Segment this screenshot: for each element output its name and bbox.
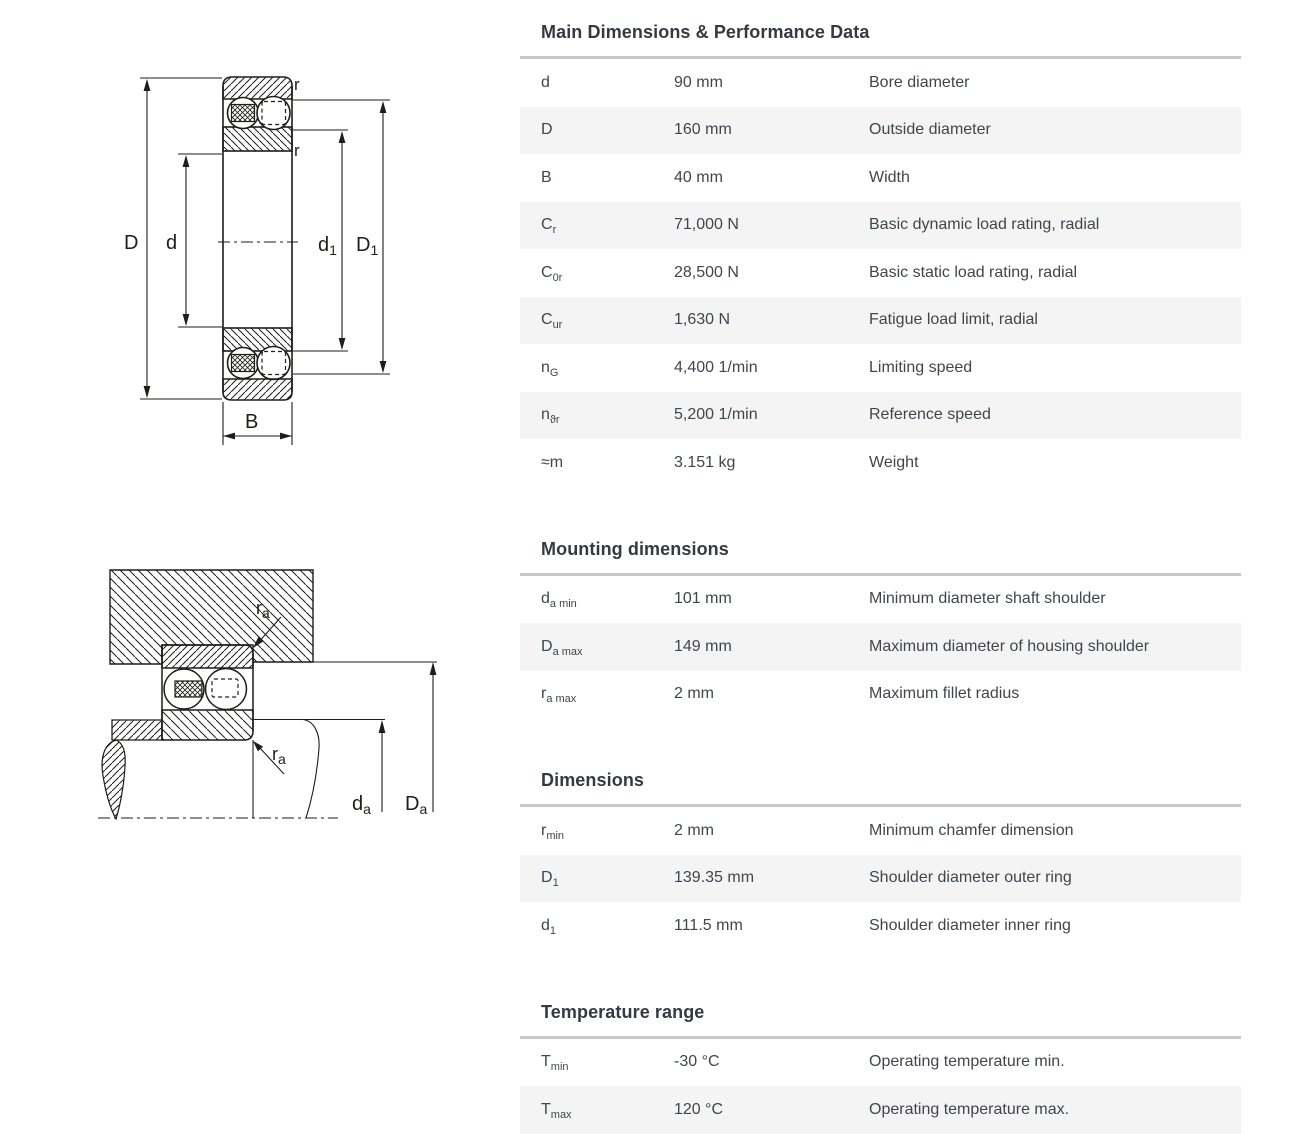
row-description: Width <box>869 168 910 186</box>
row-description: Basic dynamic load rating, radial <box>869 216 1100 234</box>
label-r-bottom: r <box>294 141 300 160</box>
row-symbol <box>541 169 674 187</box>
row-description: Basic static load rating, radial <box>869 263 1078 281</box>
row-value: 139.35 mm <box>674 869 755 887</box>
bearing-section <box>162 645 253 740</box>
dimension-da <box>352 720 385 817</box>
row-symbol <box>541 264 674 282</box>
symbol-base: n <box>541 406 550 424</box>
table-row <box>520 1039 1241 1087</box>
row-value: 160 mm <box>674 121 732 139</box>
row-value: 28,500 N <box>674 263 739 281</box>
shaft-shoulder-section <box>102 720 162 819</box>
dimension-Da <box>405 662 436 817</box>
row-description: Fatigue load limit, radial <box>869 311 1038 329</box>
table-row <box>520 623 1241 671</box>
row-symbol <box>541 1053 674 1074</box>
shaft-end-curve <box>303 720 319 819</box>
row-description: Shoulder diameter outer ring <box>869 869 1072 887</box>
section-rows <box>520 576 1241 719</box>
row-value: 5,200 1/min <box>674 406 758 424</box>
dimension-d1 <box>293 130 348 351</box>
label-Da: $D_a$ <box>405 793 428 817</box>
symbol-base: D <box>541 869 553 887</box>
table-row <box>520 671 1241 719</box>
row-description: Reference speed <box>869 406 991 424</box>
label-D1: $D_1$ <box>356 234 379 258</box>
symbol-base: d <box>541 916 550 934</box>
row-value: 71,000 N <box>674 216 739 234</box>
row-description: Operating temperature min. <box>869 1053 1065 1071</box>
inner-ring-top <box>223 127 292 151</box>
row-symbol <box>541 406 674 427</box>
row-value: 3.151 kg <box>674 453 736 471</box>
symbol-base: B <box>541 168 552 186</box>
symbol-subscript: a min <box>549 598 577 611</box>
row-symbol <box>541 917 674 935</box>
table-row <box>520 297 1241 345</box>
section-rows <box>520 807 1241 950</box>
row-symbol <box>541 822 674 840</box>
symbol-base: ≈m <box>541 453 564 471</box>
row-symbol <box>541 638 674 656</box>
label-B: B <box>245 411 259 433</box>
table-row <box>520 439 1241 487</box>
row-description: Outside diameter <box>869 121 991 139</box>
symbol-base: d <box>541 73 550 91</box>
row-symbol <box>541 1101 674 1119</box>
row-description: Limiting speed <box>869 358 973 376</box>
label-ra-top: $r_a$ <box>256 598 270 621</box>
row-value: 1,630 N <box>674 311 731 329</box>
symbol-base: D <box>541 121 553 139</box>
row-value: -30 °C <box>674 1053 720 1071</box>
table-row <box>520 154 1241 202</box>
fillet-ra-bottom <box>253 741 286 774</box>
row-description: Maximum fillet radius <box>869 685 1020 703</box>
table-row <box>520 576 1241 624</box>
row-value: 149 mm <box>674 637 732 655</box>
ball-row-top <box>228 97 291 130</box>
symbol-base: C <box>541 311 553 329</box>
row-value: 90 mm <box>674 73 723 91</box>
symbol-base: D <box>541 637 553 655</box>
symbol-base: C <box>541 216 553 234</box>
row-description: Minimum chamfer dimension <box>869 821 1074 839</box>
section-temperature-range <box>520 1002 1241 1134</box>
row-description: Operating temperature max. <box>869 1100 1070 1118</box>
row-symbol <box>541 359 674 377</box>
inner-ring-bottom <box>223 328 292 351</box>
section-title: Temperature range <box>541 1001 705 1022</box>
section-title: Mounting dimensions <box>541 538 729 559</box>
section-mounting-dimensions <box>520 539 1241 719</box>
section-dimensions <box>520 770 1241 950</box>
row-description: Weight <box>869 453 919 471</box>
outer-ring-bottom <box>223 379 292 400</box>
symbol-subscript: ur <box>552 319 563 332</box>
symbol-base: T <box>541 1100 551 1118</box>
row-symbol <box>541 121 674 139</box>
symbol-base: d <box>541 590 550 608</box>
row-symbol <box>541 74 674 92</box>
outer-ring-top <box>223 77 292 99</box>
table-row <box>520 1086 1241 1134</box>
section-rows <box>520 59 1241 487</box>
table-row <box>520 807 1241 855</box>
row-value: 101 mm <box>674 590 732 608</box>
row-description: Maximum diameter of housing shoulder <box>869 637 1150 655</box>
symbol-base: C <box>541 263 553 281</box>
row-description: Bore diameter <box>869 73 970 91</box>
row-symbol <box>541 685 674 706</box>
row-symbol <box>541 590 674 611</box>
row-symbol <box>541 454 674 472</box>
table-row <box>520 202 1241 250</box>
dimension-B <box>223 402 292 445</box>
row-value: 2 mm <box>674 821 714 839</box>
row-symbol <box>541 216 674 237</box>
symbol-subscript: G <box>549 366 559 379</box>
symbol-base: n <box>541 358 550 376</box>
symbol-subscript: 1 <box>552 877 559 890</box>
symbol-subscript: a max <box>546 693 577 706</box>
symbol-base: T <box>541 1053 551 1071</box>
label-d: d <box>166 232 178 254</box>
symbol-subscript: 1 <box>549 924 557 937</box>
table-row <box>520 344 1241 392</box>
row-description: Shoulder diameter inner ring <box>869 916 1071 934</box>
section-title: Dimensions <box>541 770 645 790</box>
label-r-top: r <box>294 75 300 94</box>
table-row <box>520 855 1241 903</box>
label-d1: $d_1$ <box>318 234 337 258</box>
row-value: 4,400 1/min <box>674 358 758 376</box>
row-symbol <box>541 311 674 332</box>
symbol-base: r <box>541 685 547 703</box>
row-value: 120 °C <box>674 1100 724 1118</box>
section-title: Main Dimensions & Performance Data <box>541 22 870 42</box>
symbol-subscript: r <box>552 224 557 237</box>
section-rows <box>520 1039 1241 1134</box>
row-value: 40 mm <box>674 168 723 186</box>
symbol-subscript: max <box>550 1108 572 1121</box>
table-row <box>520 392 1241 440</box>
spec-tables <box>520 0 1241 1134</box>
row-value: 111.5 mm <box>674 916 743 934</box>
symbol-subscript: ϑr <box>549 414 560 427</box>
symbol-subscript: 0r <box>552 271 563 284</box>
label-D: D <box>124 232 139 254</box>
section-main-dimensions <box>520 0 1241 487</box>
bearing-cross-section-drawing <box>100 55 420 460</box>
row-description: Minimum diameter shaft shoulder <box>869 590 1106 608</box>
bearing-mounting-drawing <box>90 550 460 840</box>
row-symbol <box>541 869 674 890</box>
table-row <box>520 902 1241 950</box>
table-row <box>520 249 1241 297</box>
label-da: $d_a$ <box>352 793 371 817</box>
symbol-subscript: a max <box>552 645 583 658</box>
label-ra-bottom: $r_a$ <box>272 744 286 767</box>
dimension-d <box>166 154 222 327</box>
symbol-subscript: min <box>546 829 565 842</box>
row-value: 2 mm <box>674 685 714 703</box>
symbol-subscript: min <box>550 1061 569 1074</box>
table-row <box>520 59 1241 107</box>
symbol-base: r <box>541 821 547 839</box>
table-row <box>520 107 1241 155</box>
